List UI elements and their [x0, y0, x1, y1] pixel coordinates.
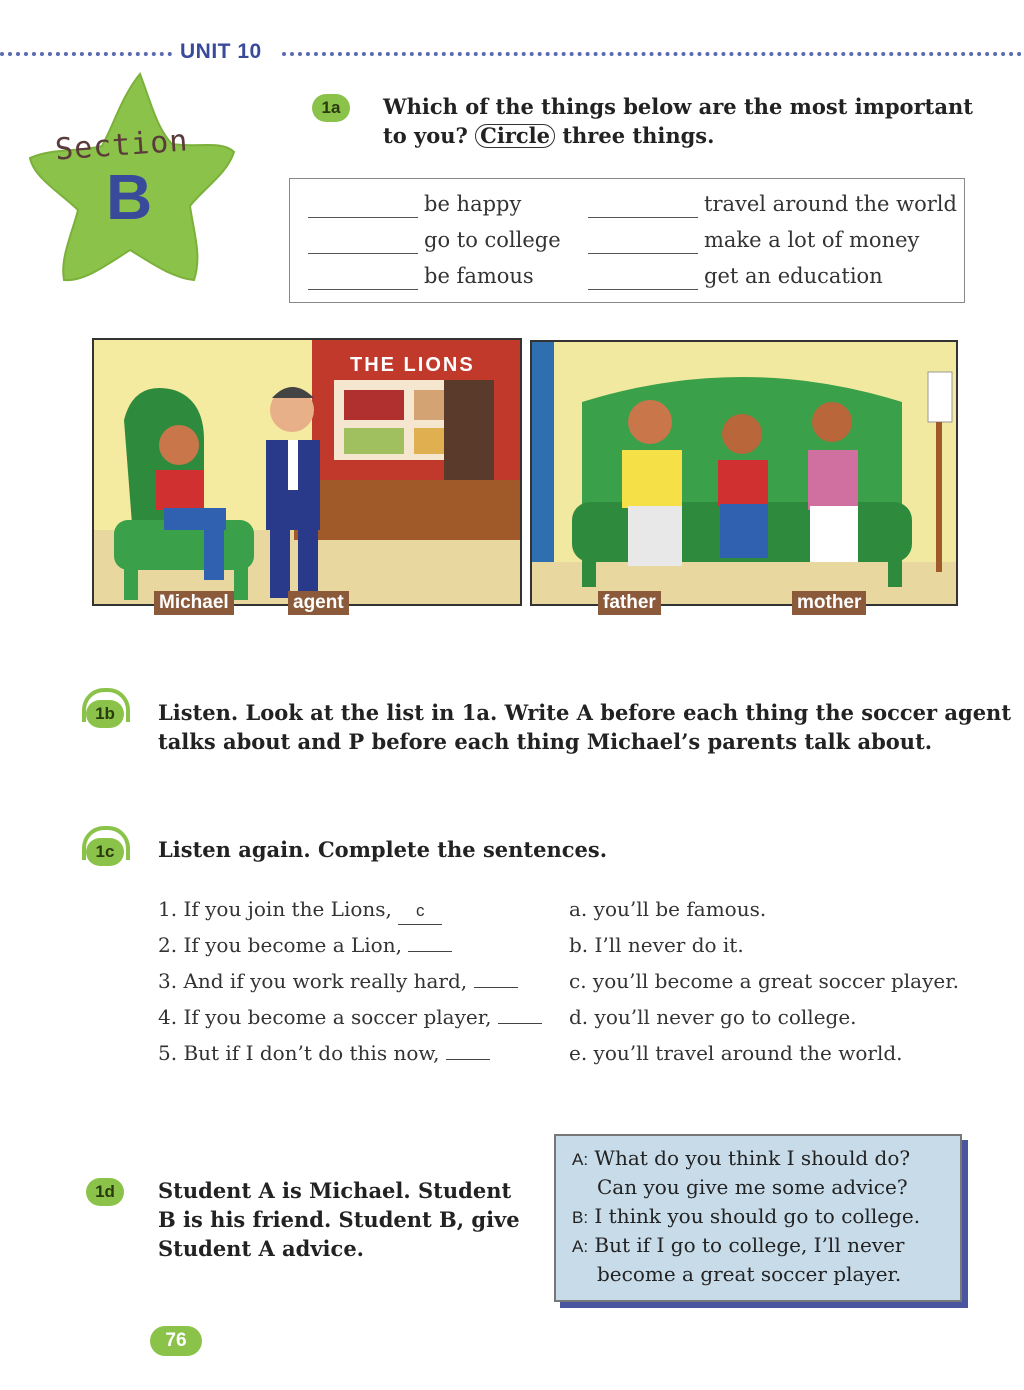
badge-1d: 1d [86, 1178, 124, 1206]
line2-post: three things. [555, 123, 715, 148]
list-item: be famous [424, 264, 534, 288]
blank-5[interactable] [588, 253, 698, 254]
dialogue-text: I think you should go to college. [594, 1204, 921, 1228]
instruction-1c: Listen again. Complete the sentences. [158, 837, 608, 862]
line2-pre: to you? [383, 123, 476, 148]
circle-word: Circle [475, 124, 555, 148]
unit-title: UNIT 10 [180, 40, 262, 63]
list-item: make a lot of money [704, 228, 920, 252]
instruction-1d-line: B is his friend. Student B, give [158, 1207, 520, 1232]
sentence-right-a: a. you’ll be famous. [569, 897, 767, 921]
dialogue-text: Can you give me some advice? [597, 1175, 908, 1199]
list-item: be happy [424, 192, 522, 216]
label-father: father [598, 591, 661, 615]
answer-blank[interactable] [408, 951, 452, 952]
section-word: Section [53, 123, 190, 168]
blank-2[interactable] [308, 253, 418, 254]
instruction-1a-line1: Which of the things below are the most important [383, 94, 973, 119]
parents-scene-illustration [532, 342, 956, 604]
dialogue-line [572, 1144, 910, 1174]
dialogue-text: What do you think I should do? [594, 1146, 911, 1170]
badge-1b: 1b [86, 700, 124, 728]
label-michael: Michael [154, 591, 234, 615]
speaker: B: [572, 1208, 589, 1227]
dialogue-line [597, 1260, 901, 1289]
blank-4[interactable] [588, 217, 698, 218]
page-number: 76 [150, 1326, 202, 1356]
label-agent: agent [288, 591, 349, 615]
answer-blank[interactable]: c [398, 898, 442, 925]
sentence-text: 5. But if I don’t do this now, [158, 1041, 440, 1065]
answer-blank[interactable] [498, 1023, 542, 1024]
badge-1c: 1c [86, 838, 124, 866]
list-item: go to college [424, 228, 561, 252]
speaker: A: [572, 1150, 589, 1169]
blank-1[interactable] [308, 217, 418, 218]
picture-parents-scene [530, 340, 958, 606]
header-dots-left [0, 52, 172, 56]
answer-blank[interactable] [474, 987, 518, 988]
sentence-left-4 [158, 1004, 542, 1030]
sentence-text: 3. And if you work really hard, [158, 969, 468, 993]
sentence-text: 4. If you become a soccer player, [158, 1005, 492, 1029]
dialogue-line [572, 1202, 920, 1232]
label-mother: mother [792, 591, 866, 615]
dialogue-line [597, 1173, 908, 1202]
sentence-left-2 [158, 932, 452, 958]
lions-sign: THE LIONS [350, 354, 475, 376]
dialogue-text: But if I go to college, I’ll never [594, 1233, 905, 1257]
header-dots-right [282, 52, 1022, 56]
instruction-1a [383, 92, 973, 150]
blank-3[interactable] [308, 289, 418, 290]
section-letter: B [106, 161, 153, 233]
dialogue-line [572, 1231, 905, 1261]
list-item: travel around the world [704, 192, 957, 216]
agent-scene-illustration [94, 340, 520, 604]
sentence-right-c: c. you’ll become a great soccer player. [569, 969, 959, 993]
sentence-right-d: d. you’ll never go to college. [569, 1005, 857, 1029]
instruction-1d-line: Student A is Michael. Student [158, 1178, 512, 1203]
instruction-1b-line2: talks about and P before each thing Michael’s parents talk about. [158, 729, 933, 754]
speaker: A: [572, 1237, 589, 1256]
sentence-right-e: e. you’ll travel around the world. [569, 1041, 903, 1065]
blank-6[interactable] [588, 289, 698, 290]
instruction-1d [158, 1176, 520, 1263]
sentence-left-5 [158, 1040, 490, 1066]
badge-1a: 1a [312, 94, 350, 122]
dialogue-text: become a great soccer player. [597, 1262, 902, 1286]
sentence-text: 1. If you join the Lions, [158, 897, 392, 921]
sentence-right-b: b. I’ll never do it. [569, 933, 744, 957]
sentence-left-3 [158, 968, 518, 994]
answer-blank[interactable] [446, 1059, 490, 1060]
instruction-1a-line2 [383, 121, 973, 150]
picture-agent-scene [92, 338, 522, 606]
sentence-left-1 [158, 896, 442, 925]
sentence-text: 2. If you become a Lion, [158, 933, 402, 957]
instruction-1d-line: Student A advice. [158, 1236, 364, 1261]
list-item: get an education [704, 264, 883, 288]
instruction-1b [158, 698, 1011, 756]
instruction-1b-line1: Listen. Look at the list in 1a. Write A before each thing the soccer agent [158, 700, 1012, 725]
